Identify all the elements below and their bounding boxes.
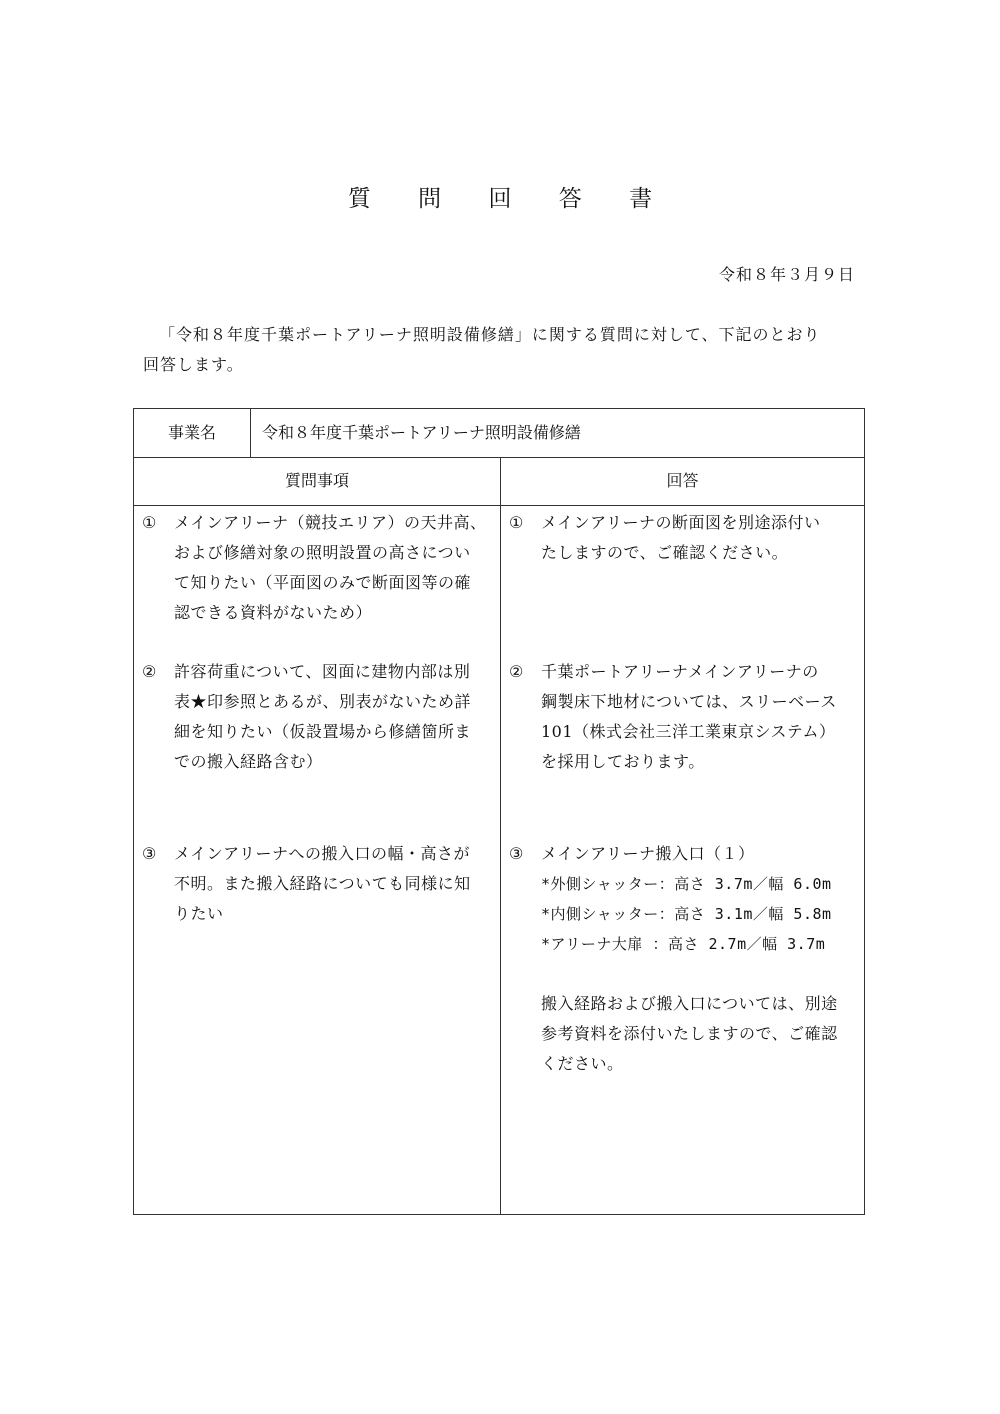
question-1-number: ① bbox=[142, 513, 157, 532]
question-1-text bbox=[174, 508, 487, 628]
question-2-line: 細を知りたい（仮設置場から修繕箇所ま bbox=[174, 722, 472, 741]
answer-2-number: ② bbox=[509, 662, 524, 681]
answer-2-line: を採用しております。 bbox=[541, 752, 705, 771]
question-3-text bbox=[174, 839, 471, 929]
answer-2-line: 千葉ポートアリーナメインアリーナの bbox=[541, 662, 819, 681]
answer-1-text bbox=[541, 508, 821, 568]
header-row bbox=[134, 457, 864, 506]
answer-3-note-line: 搬入経路および搬入口については、別途 bbox=[541, 994, 838, 1013]
question-3-line: 不明。また搬入経路についても同様に知 bbox=[174, 874, 471, 893]
project-row bbox=[134, 409, 864, 458]
question-3-number: ③ bbox=[142, 844, 157, 863]
answer-3-note-line: ください。 bbox=[541, 1054, 624, 1073]
answer-1-number: ① bbox=[509, 513, 524, 532]
answer-1-line: メインアリーナの断面図を別途添付い bbox=[541, 513, 821, 532]
answer-2-line: 101（株式会社三洋工業東京システム） bbox=[541, 722, 836, 741]
question-1-line: て知りたい（平面図のみで断面図等の確 bbox=[174, 573, 472, 592]
qa-table bbox=[133, 408, 865, 1215]
column-divider bbox=[500, 505, 501, 1215]
question-3-line: りたい bbox=[174, 904, 224, 923]
answer-3-spec: *外側シャッター：高さ 3.7m／幅 6.0m bbox=[541, 875, 832, 893]
question-2-line: 表★印参照とあるが、別表がないため詳 bbox=[174, 692, 472, 711]
answer-1-line: たしますので、ご確認ください。 bbox=[541, 543, 789, 562]
question-3-line: メインアリーナへの搬入口の幅・高さが bbox=[174, 844, 471, 863]
question-1-line: メインアリーナ（競技エリア）の天井高、 bbox=[174, 513, 487, 532]
header-answer: 回答 bbox=[666, 471, 699, 490]
question-1-line: 認できる資料がないため） bbox=[174, 603, 373, 622]
answer-3-text bbox=[541, 839, 838, 1079]
question-2-number: ② bbox=[142, 662, 157, 681]
question-2-text bbox=[174, 657, 471, 777]
document-title: 質 問 回 答 書 bbox=[347, 186, 673, 212]
answer-3-spacer bbox=[541, 959, 838, 989]
intro-text bbox=[143, 320, 863, 380]
document-date: 令和８年３月９日 bbox=[718, 265, 855, 284]
intro-line-2: 回答します。 bbox=[143, 355, 244, 374]
answer-3-spec: *アリーナ大扉 ：高さ 2.7m／幅 3.7m bbox=[541, 935, 826, 953]
question-2-line: での搬入経路含む） bbox=[174, 752, 323, 771]
question-2-line: 許容荷重について、図面に建物内部は別 bbox=[174, 662, 471, 681]
answer-2-text bbox=[541, 657, 837, 777]
answer-2-line: 鋼製床下地材については、スリーベース bbox=[541, 692, 837, 711]
header-question: 質問事項 bbox=[134, 457, 501, 505]
intro-line-1: 「令和８年度千葉ポートアリーナ照明設備修繕」に関する質問に対して、下記のとおり bbox=[159, 325, 821, 344]
answer-3-number: ③ bbox=[509, 844, 524, 863]
answer-3-note-line: 参考資料を添付いたしますので、ご確認 bbox=[541, 1024, 838, 1043]
project-label: 事業名 bbox=[134, 409, 251, 457]
question-1-line: および修繕対象の照明設置の高さについ bbox=[174, 543, 471, 562]
project-value: 令和８年度千葉ポートアリーナ照明設備修繕 bbox=[262, 423, 581, 442]
answer-3-heading: メインアリーナ搬入口（１） bbox=[541, 844, 755, 863]
answer-3-spec: *内側シャッター：高さ 3.1m／幅 5.8m bbox=[541, 905, 832, 923]
